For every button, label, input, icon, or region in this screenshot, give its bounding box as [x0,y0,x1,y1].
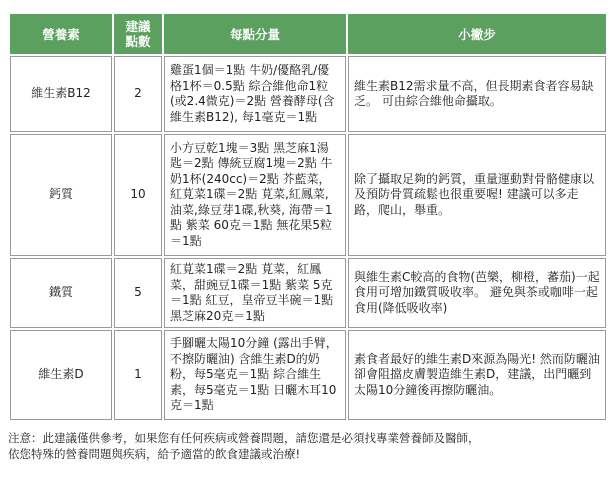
disclaimer-note [8,430,608,462]
tips-cell: 素食者最好的維生素D來源為陽光! 然而防曬油卻會阻擋皮膚製造維生素D，建議，出門曬到太陽10分鐘後再擦防曬油。 [348,330,606,420]
tips-cell: 除了攝取足夠的鈣質，重量運動對骨骼健康以及預防骨質疏鬆也很重要喔! 建議可以多走路，爬山，舉重。 [348,134,606,256]
disclaimer-line-2: 依您特殊的營養問題與疾病，給予適當的飲食建議或治療! [8,447,301,461]
header-serving: 每點分量 [164,14,346,54]
table-row [10,258,606,328]
header-points-line2: 點數 [125,34,151,49]
table-row [10,330,606,420]
points-cell: 10 [114,134,162,256]
nutrient-cell: 鈣質 [10,134,112,256]
serving-cell: 手腳曬太陽10分鐘 (露出手臂，不擦防曬油) 含維生素D的奶粉，每5毫克＝1點 綜合維生素，每5毫克＝1點 日曬木耳10克＝1點 [164,330,346,420]
table-row [10,134,606,256]
points-cell: 2 [114,56,162,132]
header-nutrient: 營養素 [10,14,112,54]
nutrient-cell: 維生素D [10,330,112,420]
points-cell: 5 [114,258,162,328]
nutrient-cell: 維生素B12 [10,56,112,132]
nutrition-table [8,12,608,422]
table-row [10,56,606,132]
table-header-row [10,14,606,54]
tips-cell: 與維生素C較高的食物(芭樂，柳橙，蕃茄)一起食用可增加鐵質吸收率。 避免與茶或咖啡一起食用(降低吸收率) [348,258,606,328]
header-points [114,14,162,54]
points-cell: 1 [114,330,162,420]
header-points-line1: 建議 [125,19,151,34]
serving-cell: 小方豆乾1塊＝3點 黑芝麻1湯匙＝2點 傳統豆腐1塊＝2點 牛奶1杯(240cc)＝2點 芥藍菜，紅莧菜1碟＝2點 莧菜,紅鳳菜,油菜,綠豆芽1碟,秋葵, 海帶＝1點 紫菜 60克＝1點 無花果5粒＝1點 [164,134,346,256]
serving-cell: 紅莧菜1碟＝2點 莧菜，紅鳳菜，甜豌豆1碟＝1點 紫菜 5克＝1點 紅豆，皇帝豆半碗＝1點 黑芝麻20克＝1點 [164,258,346,328]
nutrient-cell: 鐵質 [10,258,112,328]
serving-cell: 雞蛋1個＝1點 牛奶/優酪乳/優格1杯＝0.5點 綜合維他命1粒(或2.4微克)＝2點 營養酵母(含維生素B12), 每1毫克＝1點 [164,56,346,132]
tips-cell: 維生素B12需求量不高，但長期素食者容易缺乏。 可由綜合維他命攝取。 [348,56,606,132]
header-tips: 小撇步 [348,14,606,54]
disclaimer-line-1: 注意：此建議僅供參考，如果您有任何疾病或營養問題，請您還是必須找專業營養師及醫師， [8,431,480,445]
